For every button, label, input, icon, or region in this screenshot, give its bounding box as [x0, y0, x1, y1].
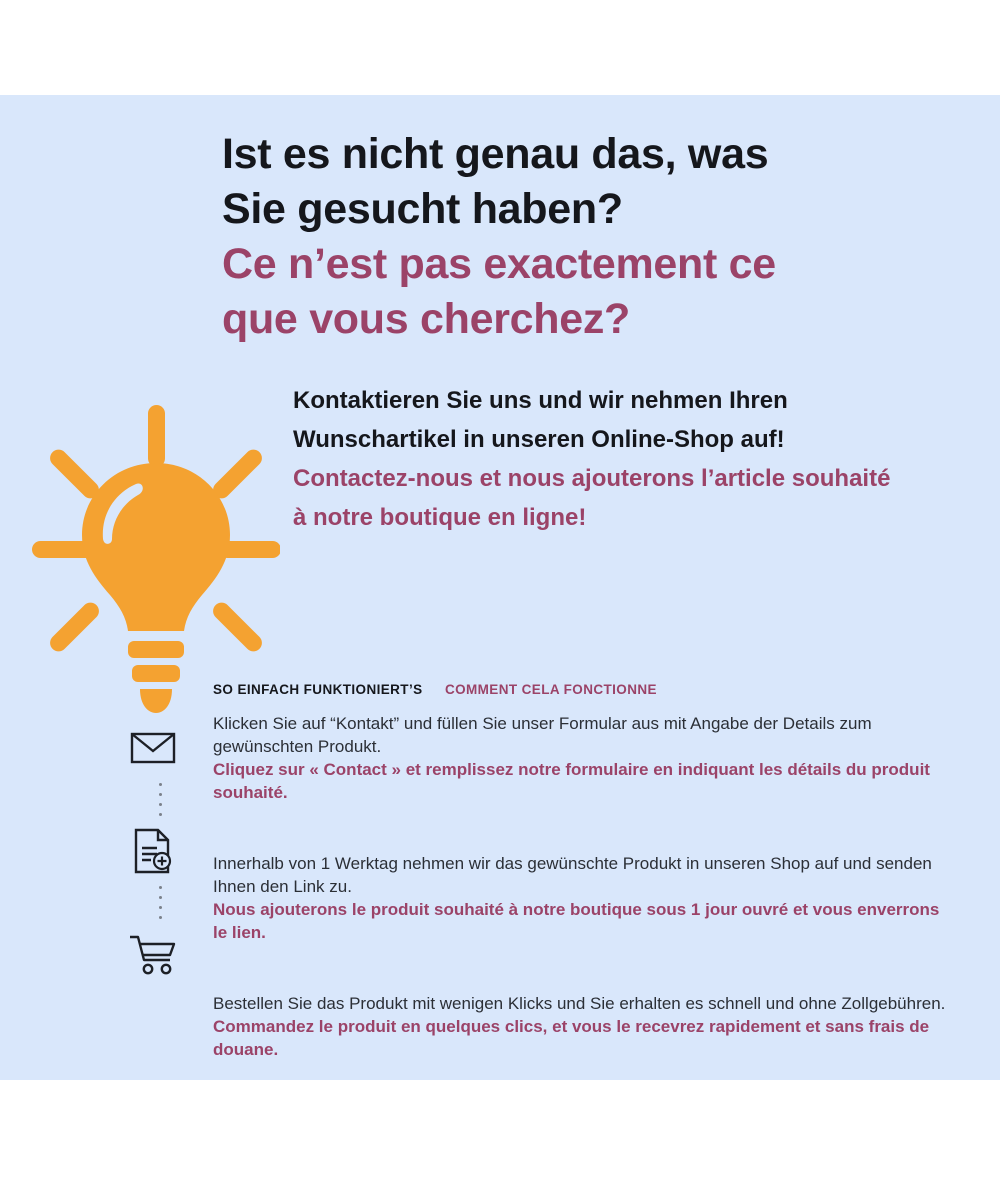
howto-title-de: SO EINFACH FUNKTIONIERT’S	[213, 682, 423, 697]
list-item	[213, 993, 953, 1113]
step-2-de: Innerhalb von 1 Werktag nehmen wir das gewünschte Produkt in unseren Shop auf und senden Ihnen den Link zu.	[213, 854, 932, 896]
headline-de-line2: Sie gesucht haben?	[222, 185, 623, 234]
headline-fr-line1: Ce n’est pas exactement ce	[222, 240, 776, 289]
step-connector-1	[125, 783, 195, 816]
promo-banner	[0, 95, 1000, 1080]
step-2-fr: Nous ajouterons le produit souhaité à notre boutique sous 1 jour ouvré et vous enverrons le lien.	[213, 899, 940, 942]
page-title	[222, 127, 942, 347]
steps-icon-column	[125, 720, 195, 982]
subcopy-de: Kontaktieren Sie uns und wir nehmen Ihren Wunschartikel in unseren Online-Shop auf!	[293, 387, 788, 453]
step-1-de: Klicken Sie auf “Kontakt” und füllen Sie unser Formular aus mit Angabe der Details zum gewünschten Produkt.	[213, 714, 872, 756]
document-add-icon	[125, 823, 181, 879]
step-connector-2	[125, 886, 195, 919]
subcopy-fr: Contactez-nous et nous ajouterons l’article souhaité à notre boutique en ligne!	[293, 464, 891, 531]
list-item	[213, 853, 953, 973]
steps-list	[213, 713, 953, 1113]
headline-de-line1: Ist es nicht genau das, was	[222, 130, 769, 178]
shopping-cart-icon	[125, 926, 181, 982]
list-item	[213, 713, 953, 833]
howto-title-fr: COMMENT CELA FONCTIONNE	[444, 682, 657, 697]
envelope-icon	[125, 720, 181, 776]
step-1-fr: Cliquez sur « Contact » et remplissez notre formulaire en indiquant les détails du produit souhaité.	[213, 759, 930, 802]
howto-heading	[213, 681, 953, 699]
headline-fr-line2: que vous cherchez?	[222, 295, 630, 344]
subcopy	[293, 382, 893, 538]
step-3-de: Bestellen Sie das Produkt mit wenigen Klicks und Sie erhalten es schnell und ohne Zollgebühren.	[213, 994, 946, 1013]
step-3-fr: Commandez le produit en quelques clics, et vous le recevrez rapidement et sans frais de douane.	[213, 1016, 930, 1059]
